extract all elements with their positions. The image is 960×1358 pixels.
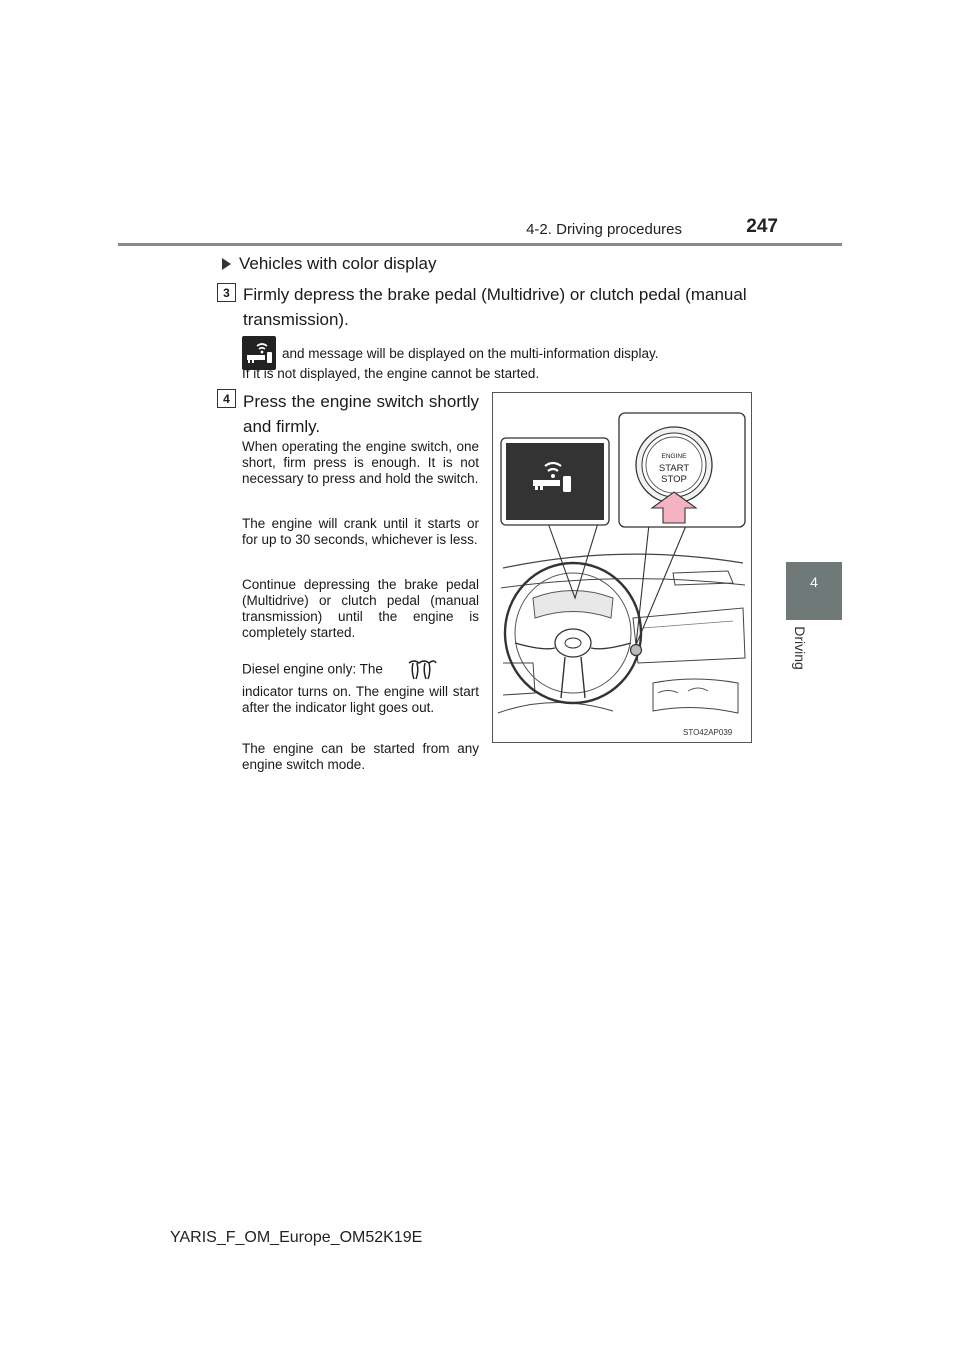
step-4-para-5: The engine can be started from any engine switch mode.	[242, 741, 479, 772]
engine-switch-illustration	[492, 392, 752, 743]
footer-doc-id: YARIS_F_OM_Europe_OM52K19E	[170, 1229, 423, 1246]
step-4-para-1: When operating the engine switch, one short, firm press is enough. It is not necessary to press and hold the switch.	[242, 439, 479, 486]
header-divider	[118, 243, 842, 246]
step-4-para-3: Continue depressing the brake pedal (Multidrive) or clutch pedal (manual transmission) until the engine is completely started.	[242, 577, 479, 640]
triangle-bullet-icon	[222, 258, 231, 270]
engine-button-label-1: ENGINE	[661, 453, 687, 460]
step-3-note-text: and message will be displayed on the multi-information display.	[282, 345, 659, 361]
engine-button-label-2: START	[658, 463, 690, 474]
engine-button-label-3: STOP	[661, 474, 687, 485]
section-title: 4-2. Driving procedures	[526, 221, 682, 238]
page-number: 247	[746, 216, 778, 237]
step-4-para-4-end: indicator turns on. The engine will start after the indicator light goes out.	[242, 684, 479, 715]
condition-bullet	[222, 254, 436, 274]
step-4-instruction: Press the engine switch shortly and firmly.	[243, 392, 479, 436]
step-3-note	[242, 336, 762, 370]
brake-pedal-key-indicator-icon	[242, 336, 276, 370]
step-4-para-4-start: Diesel engine only: The	[242, 659, 479, 681]
condition-bullet-text: Vehicles with color display	[239, 254, 437, 273]
step-4-para-2: The engine will crank until it starts or for up to 30 seconds, whichever is less.	[242, 516, 479, 547]
figure-caption: STO42AP039	[683, 728, 733, 737]
chapter-tab-number: 4	[810, 574, 818, 590]
step-3-instruction: Firmly depress the brake pedal (Multidrive) or clutch pedal (manual transmission).	[243, 285, 747, 329]
step-3-warning: If it is not displayed, the engine cannot be started.	[242, 366, 540, 381]
chapter-tab-label: Driving	[792, 626, 808, 670]
step-4-marker: 4	[217, 389, 236, 408]
glow-plug-indicator-icon	[405, 659, 439, 681]
step-3-marker: 3	[217, 283, 236, 302]
